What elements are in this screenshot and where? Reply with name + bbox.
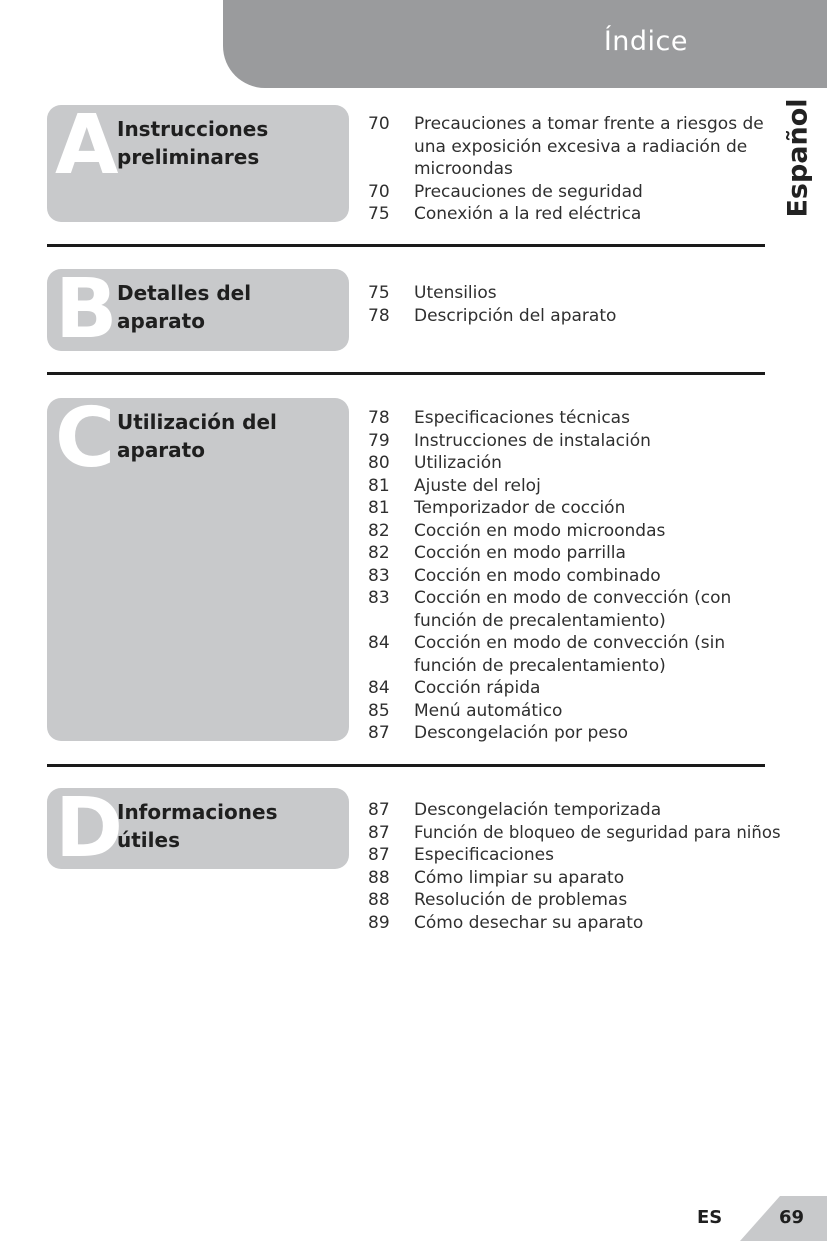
section-d-box (47, 788, 349, 869)
toc-entry-text: Utilización (414, 453, 502, 473)
toc-entry-text: Ajuste del reloj (414, 475, 541, 496)
toc-entry[interactable] (368, 305, 768, 328)
toc-page-number: 89 (368, 912, 390, 933)
toc-entry[interactable] (368, 565, 768, 588)
section-c-entries (368, 407, 768, 745)
toc-entry-text: Resolución de problemas (414, 890, 628, 910)
section-a-letter: A (55, 105, 119, 193)
toc-entry[interactable] (368, 520, 768, 543)
toc-page-number: 81 (368, 475, 390, 496)
footer-language-code: ES (697, 1207, 723, 1228)
toc-entry-text: Cocción en modo de convección (sin función de precalentamiento) (414, 633, 726, 676)
toc-entry[interactable] (368, 867, 778, 890)
toc-entry-text: Cocción en modo parrilla (414, 543, 626, 563)
section-d-entries (368, 799, 781, 934)
toc-entry-text: Cómo limpiar su aparato (414, 867, 625, 888)
toc-page-number: 81 (368, 498, 390, 518)
toc-page-number: 87 (368, 800, 390, 820)
toc-page-number: 82 (368, 520, 390, 541)
toc-entry[interactable] (368, 799, 778, 822)
toc-page-number: 87 (368, 723, 390, 743)
section-d-letter: D (55, 788, 124, 869)
language-side-label: Español (782, 98, 814, 218)
toc-entry-text: Función de bloqueo de seguridad para niños (414, 822, 781, 842)
toc-page-number: 78 (368, 305, 390, 326)
toc-entry-text: Especificaciones técnicas (414, 408, 630, 428)
toc-entry[interactable] (368, 912, 778, 935)
toc-entry[interactable] (368, 822, 781, 845)
toc-entry[interactable] (368, 587, 768, 632)
toc-entry[interactable] (368, 430, 768, 453)
toc-page-number: 70 (368, 181, 390, 202)
toc-entry[interactable] (368, 542, 768, 565)
toc-page-number: 83 (368, 588, 390, 608)
toc-entry[interactable] (368, 452, 768, 475)
section-b-title: Detalles del aparato (117, 281, 252, 333)
section-divider (47, 764, 765, 767)
toc-page-number: 80 (368, 453, 390, 473)
section-divider (47, 244, 765, 247)
toc-page-number: 78 (368, 408, 390, 428)
section-c-box (47, 398, 349, 741)
toc-page-number: 85 (368, 700, 390, 721)
toc-entry-text: Instrucciones de instalación (414, 430, 651, 451)
toc-entry[interactable] (368, 700, 768, 723)
toc-page-number: 87 (368, 845, 390, 865)
toc-entry-text: Menú automático (414, 700, 563, 721)
toc-entry-text: Cocción en modo microondas (414, 520, 666, 541)
section-a-title: Instrucciones preliminares (117, 117, 269, 169)
toc-entry-text: Descripción del aparato (414, 305, 617, 326)
section-a-entries (368, 113, 768, 226)
toc-page-number: 75 (368, 283, 390, 303)
toc-entry[interactable] (368, 407, 768, 430)
toc-entry-text: Descongelación por peso (414, 723, 629, 743)
toc-entry[interactable] (368, 632, 768, 677)
section-c-letter: C (55, 398, 116, 486)
toc-entry-text: Cómo desechar su aparato (414, 912, 644, 933)
toc-entry[interactable] (368, 677, 768, 700)
toc-entry[interactable] (368, 113, 768, 181)
section-b-entries (368, 282, 768, 327)
toc-entry-text: Cocción rápida (414, 678, 541, 698)
toc-page-number: 75 (368, 204, 390, 224)
header-band (223, 0, 827, 88)
toc-entry[interactable] (368, 203, 768, 226)
toc-page-number: 79 (368, 430, 390, 451)
toc-page-number: 88 (368, 890, 390, 910)
toc-page-number: 82 (368, 543, 390, 563)
toc-page-number: 84 (368, 633, 390, 653)
toc-entry[interactable] (368, 497, 768, 520)
toc-entry-text: Cocción en modo de convección (con función de precalentamiento) (414, 588, 732, 631)
section-b-letter: B (55, 269, 118, 351)
toc-entry-text: Precauciones de seguridad (414, 181, 643, 202)
toc-entry-text: Especificaciones (414, 845, 554, 865)
toc-entry-text: Temporizador de cocción (414, 498, 626, 518)
toc-entry[interactable] (368, 181, 768, 204)
section-c-title: Utilización del aparato (117, 410, 277, 462)
toc-page-number: 88 (368, 867, 390, 888)
section-a-box (47, 105, 349, 222)
toc-page-number: 87 (368, 822, 390, 843)
footer-page-number: 69 (779, 1207, 805, 1228)
section-b-box (47, 269, 349, 351)
toc-entry-text: Cocción en modo combinado (414, 565, 661, 586)
toc-entry-text: Utensilios (414, 283, 497, 303)
toc-entry-text: Descongelación temporizada (414, 800, 662, 820)
page-title: Índice (603, 26, 688, 57)
toc-entry[interactable] (368, 282, 768, 305)
toc-entry[interactable] (368, 844, 778, 867)
section-divider (47, 372, 765, 375)
toc-page-number: 84 (368, 678, 390, 698)
toc-entry[interactable] (368, 475, 768, 498)
toc-entry[interactable] (368, 722, 768, 745)
toc-entry-text: Conexión a la red eléctrica (414, 204, 642, 224)
toc-page-number: 70 (368, 114, 390, 134)
toc-entry[interactable] (368, 889, 778, 912)
toc-page-number: 83 (368, 565, 390, 586)
toc-entry-text: Precauciones a tomar frente a riesgos de una exposición excesiva a radiación de microondas (414, 114, 764, 179)
section-d-title: Informaciones útiles (117, 800, 278, 852)
